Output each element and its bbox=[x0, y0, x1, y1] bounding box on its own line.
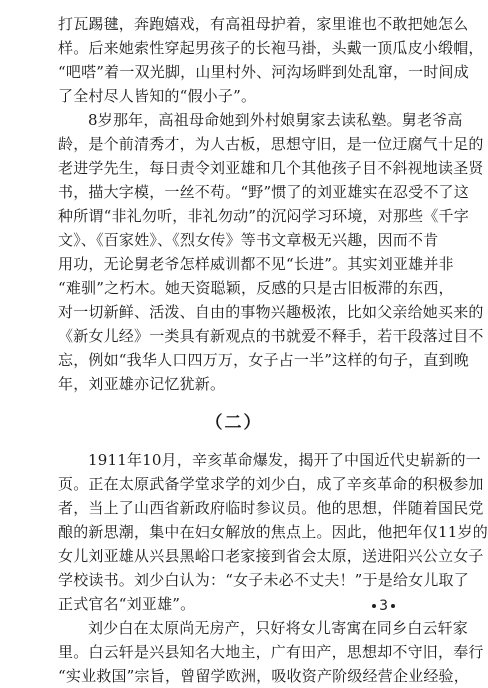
text-line: 8岁那年，高祖母命她到外村娘舅家去读私塾。舅老爷高 bbox=[88, 111, 463, 129]
text-line: 年，刘亚雄亦记忆犹新。 bbox=[58, 375, 226, 393]
text-line: 对一切新鲜、活泼、自由的事物兴趣极浓，比如父亲给她买来的 bbox=[58, 303, 484, 321]
text-line: 忘，例如“我华人口四万万，女子占一半”这样的句子，直到晚 bbox=[58, 351, 469, 369]
text-line: 种所谓“非礼勿听，非礼勿动”的沉闷学习环境，对那些《千字 bbox=[58, 207, 469, 225]
text-line: 了全村尽人皆知的“假小子”。 bbox=[58, 87, 257, 105]
text-line: 页。正在太原武备学堂求学的刘少白，成了辛亥革命的积极参加 bbox=[58, 475, 484, 493]
text-line: 龄，是个前清秀才，为人古板，思想守旧，是一位迂腐气十足的 bbox=[58, 135, 484, 153]
text-line: 1911年10月，辛亥革命爆发，揭开了中国近代史崭新的一 bbox=[88, 451, 481, 469]
text-line: 老进学先生，每日责令刘亚雄和几个其他孩子目不斜视地读圣贤 bbox=[58, 159, 484, 177]
text-line: 刘少白在太原尚无房产，只好将女儿寄寓在同乡白云轩家 bbox=[88, 619, 469, 637]
paragraph-3 bbox=[58, 448, 488, 616]
paragraph-1 bbox=[58, 12, 484, 108]
text-line: 文》、《百家姓》、《烈女传》等书文章极无兴趣，因而不肯 bbox=[58, 231, 439, 249]
text-line: 《新女儿经》一类具有新观点的书就爱不释手，若干段落过目不 bbox=[58, 327, 484, 345]
page-body bbox=[58, 12, 488, 688]
text-line: 酿的新思潮，集中在妇女解放的焦点上。因此，他把年仅11岁的 bbox=[58, 523, 488, 541]
text-line: 女儿刘亚雄从兴县黑峪口老家接到省会太原，送进阳兴公立女子 bbox=[58, 547, 484, 565]
paragraph-4 bbox=[58, 616, 484, 688]
text-line: “吧嗒”着一双光脚，山里村外、河沟场畔到处乱窜，一时间成 bbox=[58, 63, 469, 81]
text-line: 学校读书。刘少白认为：“女子未必不丈夫！”于是给女儿取了 bbox=[58, 571, 469, 589]
text-line: 样。后来她索性穿起男孩子的长袍马褂，头戴一顶瓜皮小缎帽， bbox=[58, 39, 484, 57]
text-line: 用功，无论舅老爷怎样威训都不见“长进”。其实刘亚雄并非 bbox=[58, 255, 454, 273]
text-line: “难驯”之朽木。她天资聪颖，反感的只是古旧板滞的东西， bbox=[58, 279, 454, 297]
bullet-dot-icon bbox=[372, 604, 376, 608]
paragraph-2 bbox=[58, 108, 484, 396]
text-line: 正式官名“刘亚雄”。 bbox=[58, 595, 196, 613]
text-line: 书，描大字模，一丝不苟。“野”惯了的刘亚雄实在忍受不了这 bbox=[58, 183, 469, 201]
text-line: 打瓦踢毽，奔跑嬉戏，有高祖母护着，家里谁也不敢把她怎么 bbox=[58, 15, 469, 33]
text-line: 者，当上了山西省新政府临时参议员。他的思想，伴随着国民党 bbox=[58, 499, 484, 517]
section-heading: （二） bbox=[205, 413, 263, 433]
text-line: 里。白云轩是兴县知名大地主，广有田产，思想却不守旧，奉行 bbox=[58, 643, 484, 661]
text-line: “实业救国”宗旨，曾留学欧洲，吸收资产阶级经营企业经验， bbox=[58, 667, 469, 685]
page-number-text: 3 bbox=[379, 598, 388, 614]
bullet-dot-icon bbox=[391, 604, 395, 608]
page-number bbox=[369, 598, 398, 614]
